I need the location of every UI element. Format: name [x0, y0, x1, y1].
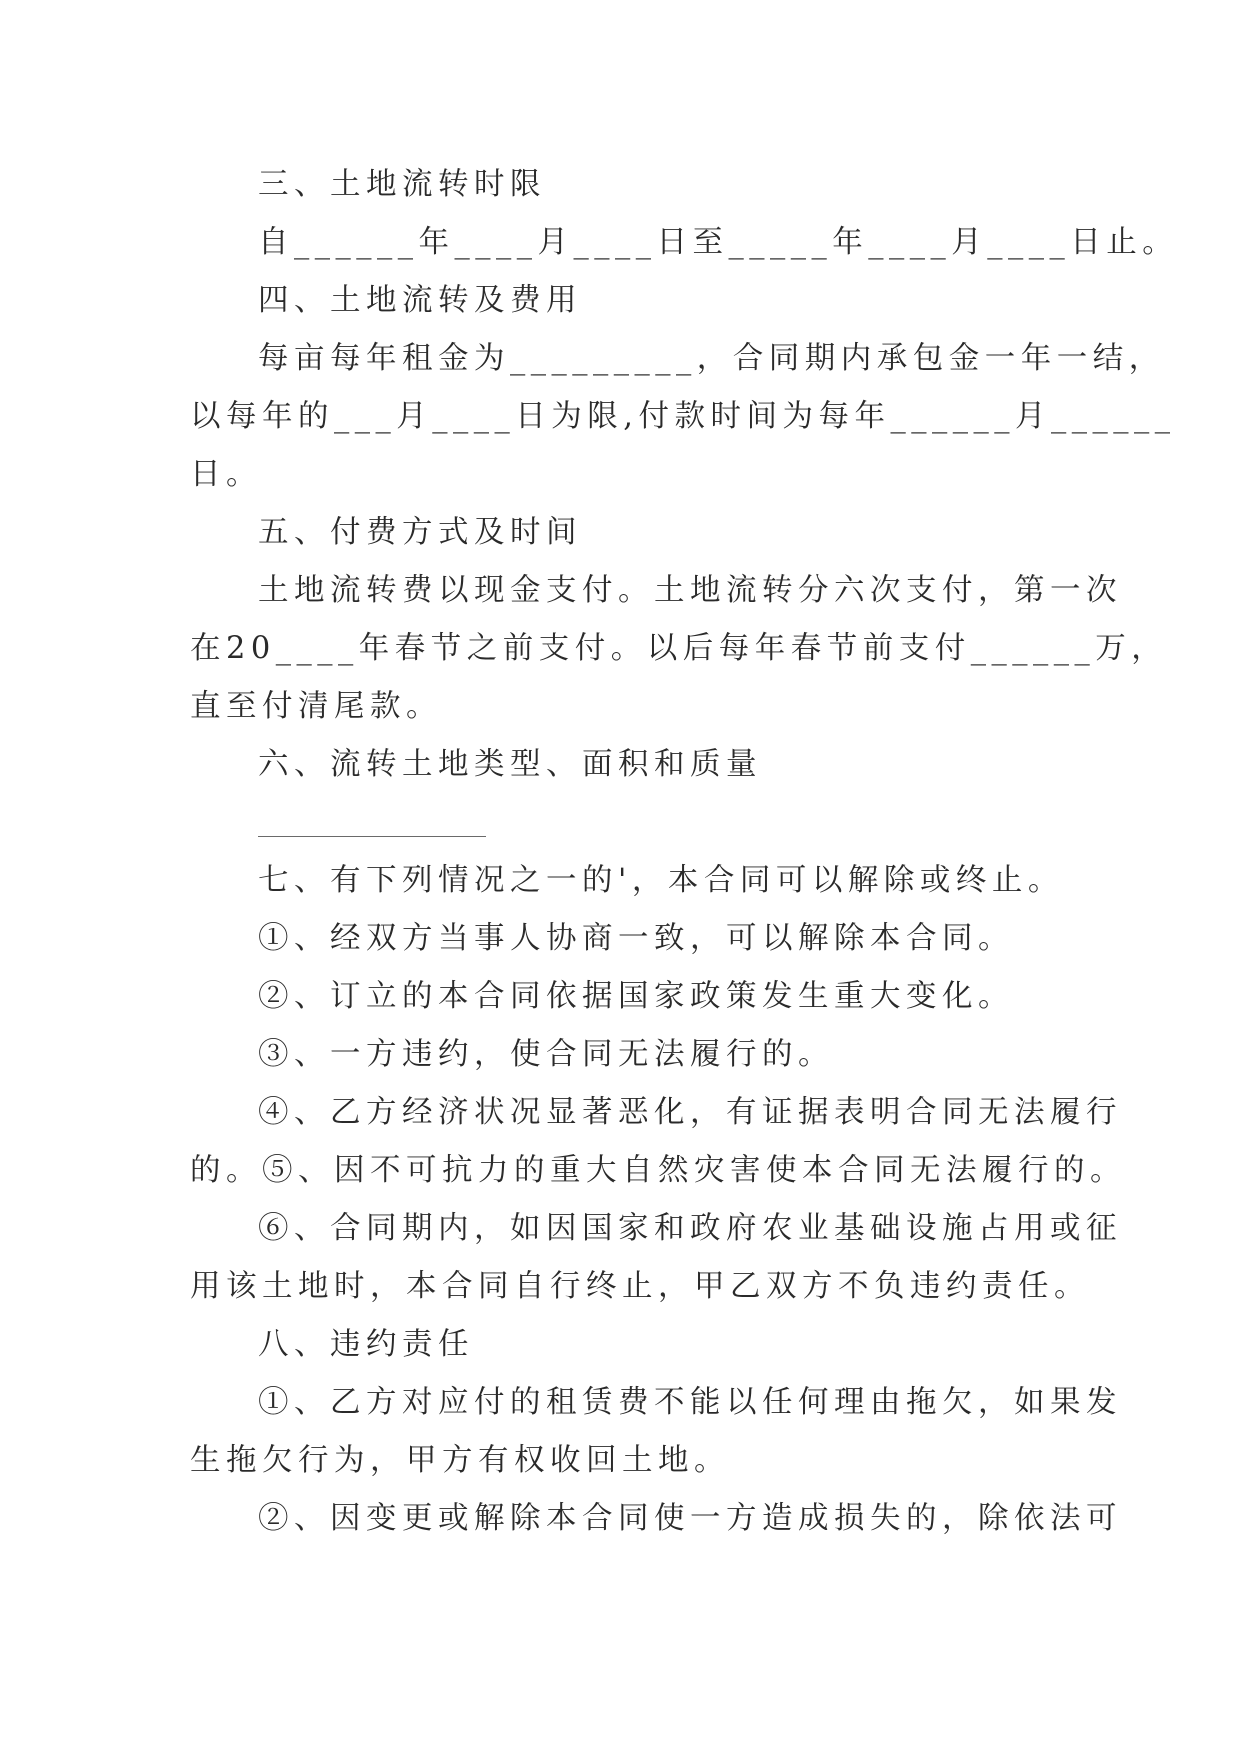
section-heading-4: 四、土地流转及费用 [258, 283, 582, 318]
list-item: ①、乙方对应付的租赁费不能以任何理由拖欠，如果发 [258, 1385, 1122, 1420]
paragraph-line: 生拖欠行为，甲方有权收回土地。 [190, 1443, 730, 1478]
list-item: ④、乙方经济状况显著恶化，有证据表明合同无法履行 [258, 1095, 1122, 1130]
paragraph-line: 自______年____月____日至_____年____月____日止。 [258, 225, 1179, 260]
list-item: ③、一方违约，使合同无法履行的。 [258, 1037, 834, 1072]
section-heading-6: 六、流转土地类型、面积和质量 [258, 747, 762, 782]
section-heading-8: 八、违约责任 [258, 1327, 474, 1362]
section-heading-5: 五、付费方式及时间 [258, 515, 582, 550]
paragraph-line: 用该土地时，本合同自行终止，甲乙双方不负违约责任。 [190, 1269, 1090, 1304]
list-item: ①、经双方当事人协商一致，可以解除本合同。 [258, 921, 1014, 956]
paragraph-line: 土地流转费以现金支付。土地流转分六次支付，第一次 [258, 573, 1122, 608]
list-item: 的。⑤、因不可抗力的重大自然灾害使本合同无法履行的。 [190, 1153, 1126, 1188]
list-item: ②、因变更或解除本合同使一方造成损失的，除依法可 [258, 1501, 1122, 1536]
list-item: ⑥、合同期内，如因国家和政府农业基础设施占用或征 [258, 1211, 1122, 1246]
fill-in-blank-line [258, 836, 486, 837]
paragraph-line: 以每年的___月____日为限,付款时间为每年______月______ [190, 399, 1176, 434]
paragraph-line: 每亩每年租金为_________，合同期内承包金一年一结， [258, 341, 1165, 376]
list-item: ②、订立的本合同依据国家政策发生重大变化。 [258, 979, 1014, 1014]
section-heading-7: 七、有下列情况之一的'，本合同可以解除或终止。 [258, 863, 1064, 898]
paragraph-line: 日。 [190, 457, 262, 492]
section-heading-3: 三、土地流转时限 [258, 167, 546, 202]
paragraph-line: 直至付清尾款。 [190, 689, 442, 724]
paragraph-line: 在20____年春节之前支付。以后每年春节前支付______万， [190, 631, 1168, 666]
